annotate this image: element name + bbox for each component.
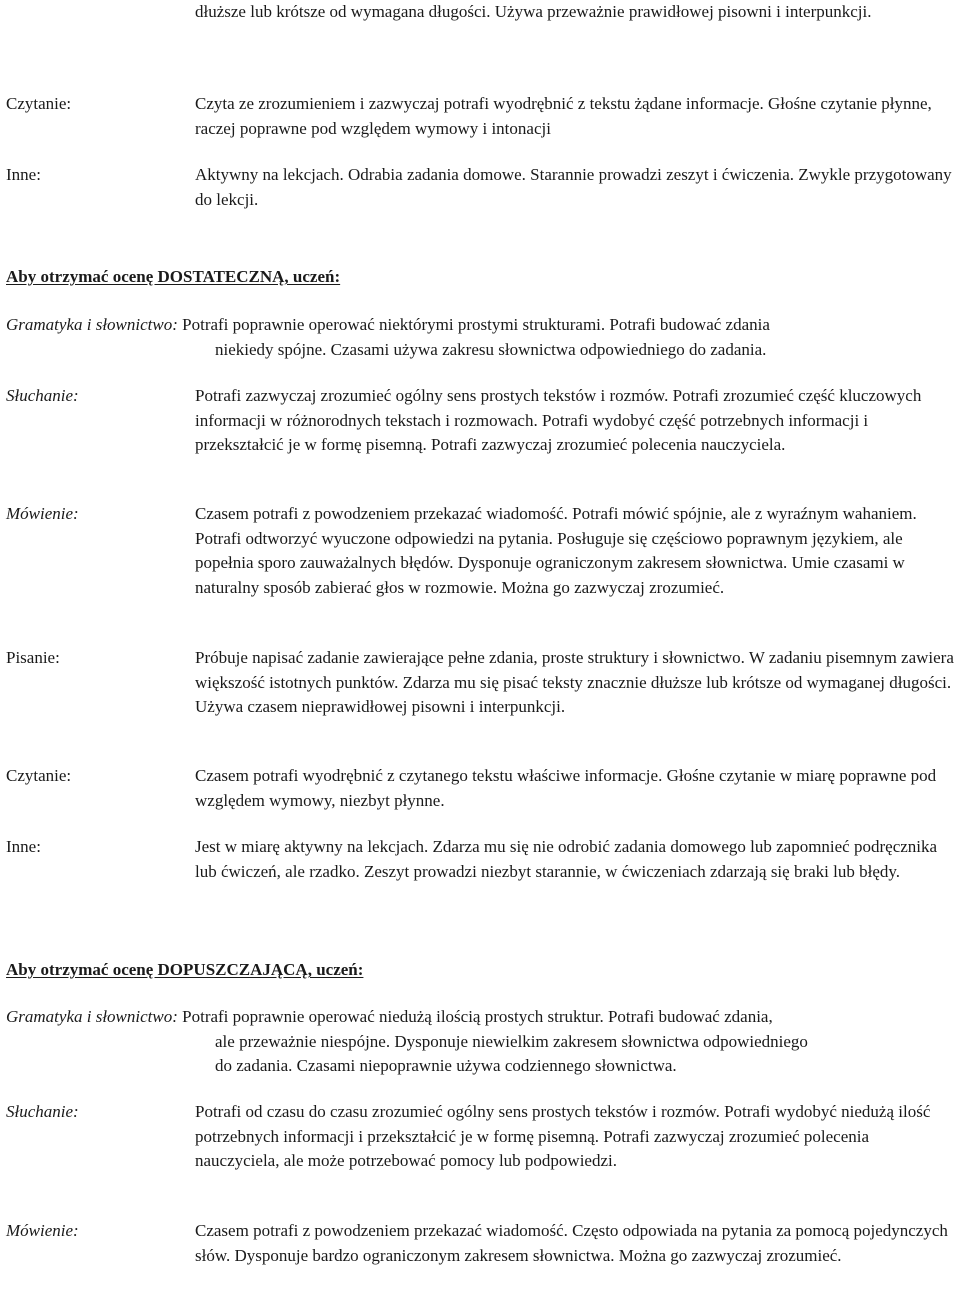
dostateczna-gramatyka-line1: Potrafi poprawnie operować niektórymi prostymi strukturami. Potrafi budować zdania bbox=[182, 315, 770, 334]
top-czytanie-text: Czyta ze zrozumieniem i zazwyczaj potrafi wyodrębnić z tekstu żądane informacje. Głośne czytanie płynne, raczej poprawne pod względem wymowy i intonacji bbox=[195, 94, 932, 138]
dostateczna-sluchanie-label: Słuchanie: bbox=[6, 386, 79, 405]
dostateczna-inne-label: Inne: bbox=[6, 837, 41, 856]
dostateczna-mowienie-text: Czasem potrafi z powodzeniem przekazać wiadomość. Potrafi mówić spójnie, ale z wyraźnym wahaniem. Potrafi odtworzyć wyuczone odpowiedzi na pytania. Posługuje się częściowo poprawnym językiem, ale popełnia sporo zauważalnych błędów. Dysponuje ograniczonym zakresem słownictwa. Umie czasami w naturalny sposób zabierać głos w rozmowie. Można go zazwyczaj zrozumieć. bbox=[195, 504, 917, 597]
dostateczna-heading: Aby otrzymać ocenę DOSTATECZNĄ, uczeń: bbox=[6, 267, 341, 286]
dostateczna-mowienie-label: Mówienie: bbox=[6, 504, 79, 523]
dostateczna-gramatyka-line2: niekiedy spójne. Czasami używa zakresu słownictwa odpowiedniego do zadania. bbox=[215, 339, 767, 359]
dopuszczajaca-gramatyka-line3: do zadania. Czasami niepoprawnie używa codziennego słownictwa. bbox=[215, 1056, 677, 1075]
dostateczna-czytanie-text: Czasem potrafi wyodrębnić z czytanego tekstu właściwe informacje. Głośne czytanie w miarę poprawne pod względem wymowy, niezbyt płynne. bbox=[195, 766, 937, 810]
dostateczna-gramatyka-label: Gramatyka i słownictwo: bbox=[6, 315, 178, 334]
dopuszczajaca-mowienie-label: Mówienie: bbox=[6, 1221, 79, 1240]
dostateczna-gramatyka bbox=[6, 313, 956, 362]
dostateczna-czytanie-label: Czytanie: bbox=[6, 766, 72, 785]
dostateczna-sluchanie-text: Potrafi zazwyczaj zrozumieć ogólny sens prostych tekstów i rozmów. Potrafi zrozumieć część kluczowych informacji w różnorodnych tekstach i rozmowach. Potrafi wydobyć część potrzebnych informacji i przekształcić je w formę pisemną. Potrafi zazwyczaj zrozumieć polecenia nauczyciela. bbox=[195, 386, 922, 454]
top-pisanie-text: dłuższe lub krótsze od wymagana długości. Używa przeważnie prawidłowej pisowni i interpunkcji. bbox=[195, 2, 872, 21]
dopuszczajaca-gramatyka-line2: ale przeważnie niespójne. Dysponuje niewielkim zakresem słownictwa odpowiedniego bbox=[215, 1031, 808, 1051]
dopuszczajaca-gramatyka-line1: Potrafi poprawnie operować niedużą ilością prostych struktur. Potrafi budować zdania, bbox=[182, 1007, 773, 1026]
top-czytanie-label: Czytanie: bbox=[6, 94, 72, 113]
dopuszczajaca-sluchanie-label: Słuchanie: bbox=[6, 1102, 79, 1121]
dopuszczajaca-gramatyka-label: Gramatyka i słownictwo: bbox=[6, 1007, 178, 1026]
dostateczna-pisanie-text: Próbuje napisać zadanie zawierające pełne zdania, proste struktury i słownictwo. W zadaniu pisemnym zawiera większość istotnych punktów. Zdarza mu się pisać teksty znacznie dłuższe lub krótsze od wymaganej długości. Używa czasem nieprawidłowej pisowni i interpunkcji. bbox=[195, 648, 954, 716]
dopuszczajaca-mowienie-text: Czasem potrafi z powodzeniem przekazać wiadomość. Często odpowiada na pytania za pomocą pojedynczych słów. Dysponuje bardzo ograniczonym zakresem słownictwa. Można go zazwyczaj zrozumieć. bbox=[195, 1221, 948, 1265]
top-inne-text: Aktywny na lekcjach. Odrabia zadania domowe. Starannie prowadzi zeszyt i ćwiczenia. Zwykle przygotowany do lekcji. bbox=[195, 165, 952, 209]
dostateczna-inne-text: Jest w miarę aktywny na lekcjach. Zdarza mu się nie odrobić zadania domowego lub zapomnieć podręcznika lub ćwiczeń, ale rzadko. Zeszyt prowadzi niezbyt starannie, w ćwiczeniach zdarzają się braki lub błędy. bbox=[195, 837, 938, 881]
dopuszczajaca-sluchanie-text: Potrafi od czasu do czasu zrozumieć ogólny sens prostych tekstów i rozmów. Potrafi wydobyć niedużą ilość potrzebnych informacji i przekształcić je w formę pisemną. Potrafi zazwyczaj zrozumieć polecenia nauczyciela, ale może potrzebować pomocy lub podpowiedzi. bbox=[195, 1102, 931, 1170]
top-inne-label: Inne: bbox=[6, 165, 41, 184]
dopuszczajaca-heading: Aby otrzymać ocenę DOPUSZCZAJĄCĄ, uczeń: bbox=[6, 960, 364, 979]
dostateczna-pisanie-label: Pisanie: bbox=[6, 648, 60, 667]
dopuszczajaca-gramatyka bbox=[6, 1005, 956, 1079]
